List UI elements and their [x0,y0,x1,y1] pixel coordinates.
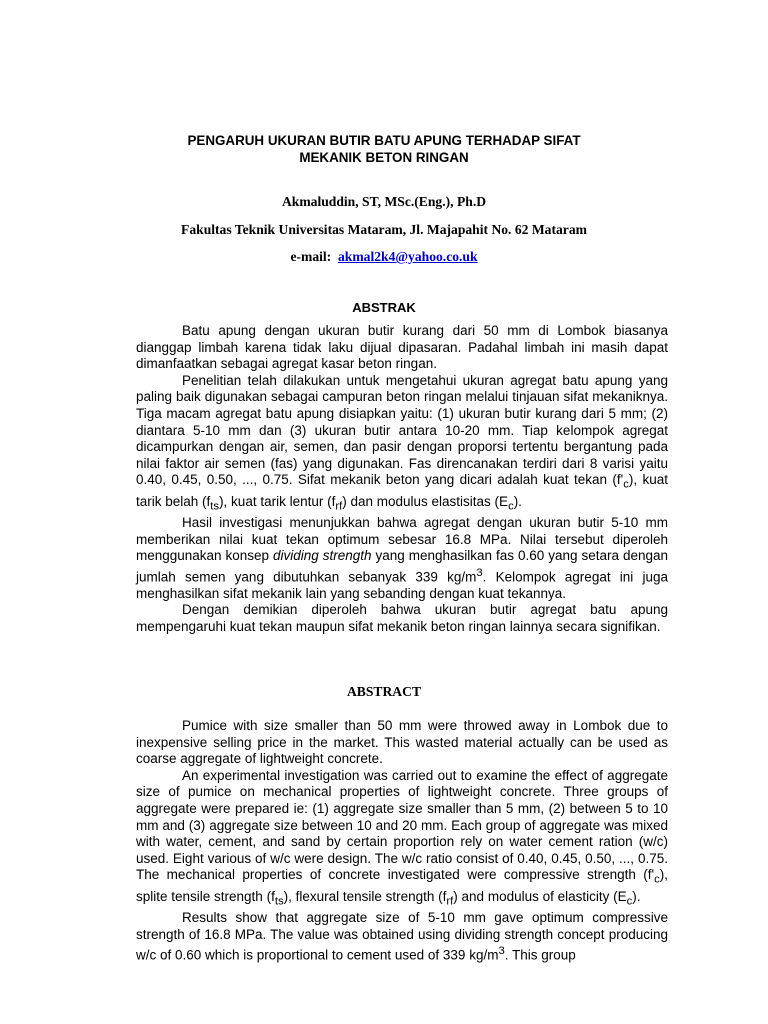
author-name: Akmaluddin, ST, MSc.(Eng.), Ph.D [281,194,487,209]
abstrak-paragraph-1: Batu apung dengan ukuran butir kurang dari 50 mm di Lombok biasanya dianggap limbah karena tidak laku dijual dipasaran. Padahal limbah ini masih dapat dimanfaatkan sebagai agregat kasar beton ringan. [136,323,668,372]
email-label: e-mail: [290,249,332,264]
abstrak-paragraph-4: Dengan demikian diperoleh bahwa ukuran butir agregat batu apung mempengaruhi kuat tekan maupun sifat mekanik beton ringan lainnya secara signifikan. [136,602,668,634]
author-affiliation: Fakultas Teknik Universitas Mataram, Jl. Majapahit No. 62 Mataram [181,222,587,237]
abstrak-heading: ABSTRAK [352,300,416,315]
abstrak-body [136,323,668,636]
abstract-paragraph-3: Results show that aggregate size of 5-10 mm gave optimum compressive strength of 16.8 MPa. The value was obtained using dividing strength concept producing w/c of 0.60 which is proportional to cement used of 339 $kg/m^3$. This group [136,909,668,963]
abstrak-paragraph-3: Hasil investigasi menunjukkan bahwa agregat dengan ukuran butir 5-10 mm memberikan nilai kuat tekan optimum sebesar 16.8 MPa. Nilai tersebut diperoleh menggunakan konsep dividing strength yang menghasilkan fas 0.60 yang setara dengan jumlah semen yang dibutuhkan sebanyak 339 $kg/m^3$. Kelompok agregat ini juga menghasilkan sifat mekanik lain yang sebanding dengan kuat tekannya. [136,514,668,601]
abstract-paragraph-1: Pumice with size smaller than 50 mm were throwed away in Lombok due to inexpensive selling price in the market. This wasted material actually can be used as coarse aggregate of lightweight concrete. [136,718,668,767]
author-email-line [80,248,688,265]
abstract-paragraph-2: An experimental investigation was carried out to examine the effect of aggregate size of pumice on mechanical properties of lightweight concrete. Three groups of aggregate were prepared ie: (1) aggregate size smaller than 5 mm, (2) between 5 to 10 mm and (3) aggregate size between 10 and 20 mm. Each group of aggregate was mixed with water, cement, and sand by certain proportion rely on water cement ration (w/c) used. Eight various of w/c were design. The w/c ratio consist of 0.40, 0.45, 0.50, ..., 0.75. The mechanical properties of concrete investigated were compressive strength $(f'_c)$, splite tensile strength $(f_{ts})$, flexural tensile strength $(f_{rf})$ and modulus of elasticity $(E_c)$. [136,767,668,908]
email-link[interactable]: akmal2k4@yahoo.co.uk [338,249,478,264]
abstrak-paragraph-2: Penelitian telah dilakukan untuk mengetahui ukuran agregat batu apung yang paling baik digunakan sebagai campuran beton ringan melalui tinjauan sifat mekaniknya. Tiga macam agregat batu apung disiapkan yaitu: (1) ukuran butir kurang dari 5 mm; (2) diantara 5-10 mm dan (3) ukuran butir antara 10-20 mm. Tiap kelompok agregat dicampurkan dengan air, semen, dan pasir dengan proporsi tertentu bergantung pada nilai faktor air semen (fas) yang digunakan. Fas direncanakan terdiri dari 8 varisi yaitu 0.40, 0.45, 0.50, ..., 0.75. Sifat mekanik beton yang dicari adalah kuat tekan $(f'_c)$, kuat tarik belah $(f_{ts})$, kuat tarik lentur $(f_{rf})$ dan modulus elastisitas $(E_c)$. [136,372,668,513]
title-line-1: PENGARUH UKURAN BUTIR BATU APUNG TERHADAP SIFAT [187,133,581,148]
paper-title [110,132,658,166]
abstract-heading: ABSTRACT [346,684,422,699]
title-line-2: MEKANIK BETON RINGAN [299,150,469,165]
abstract-body [136,718,668,964]
